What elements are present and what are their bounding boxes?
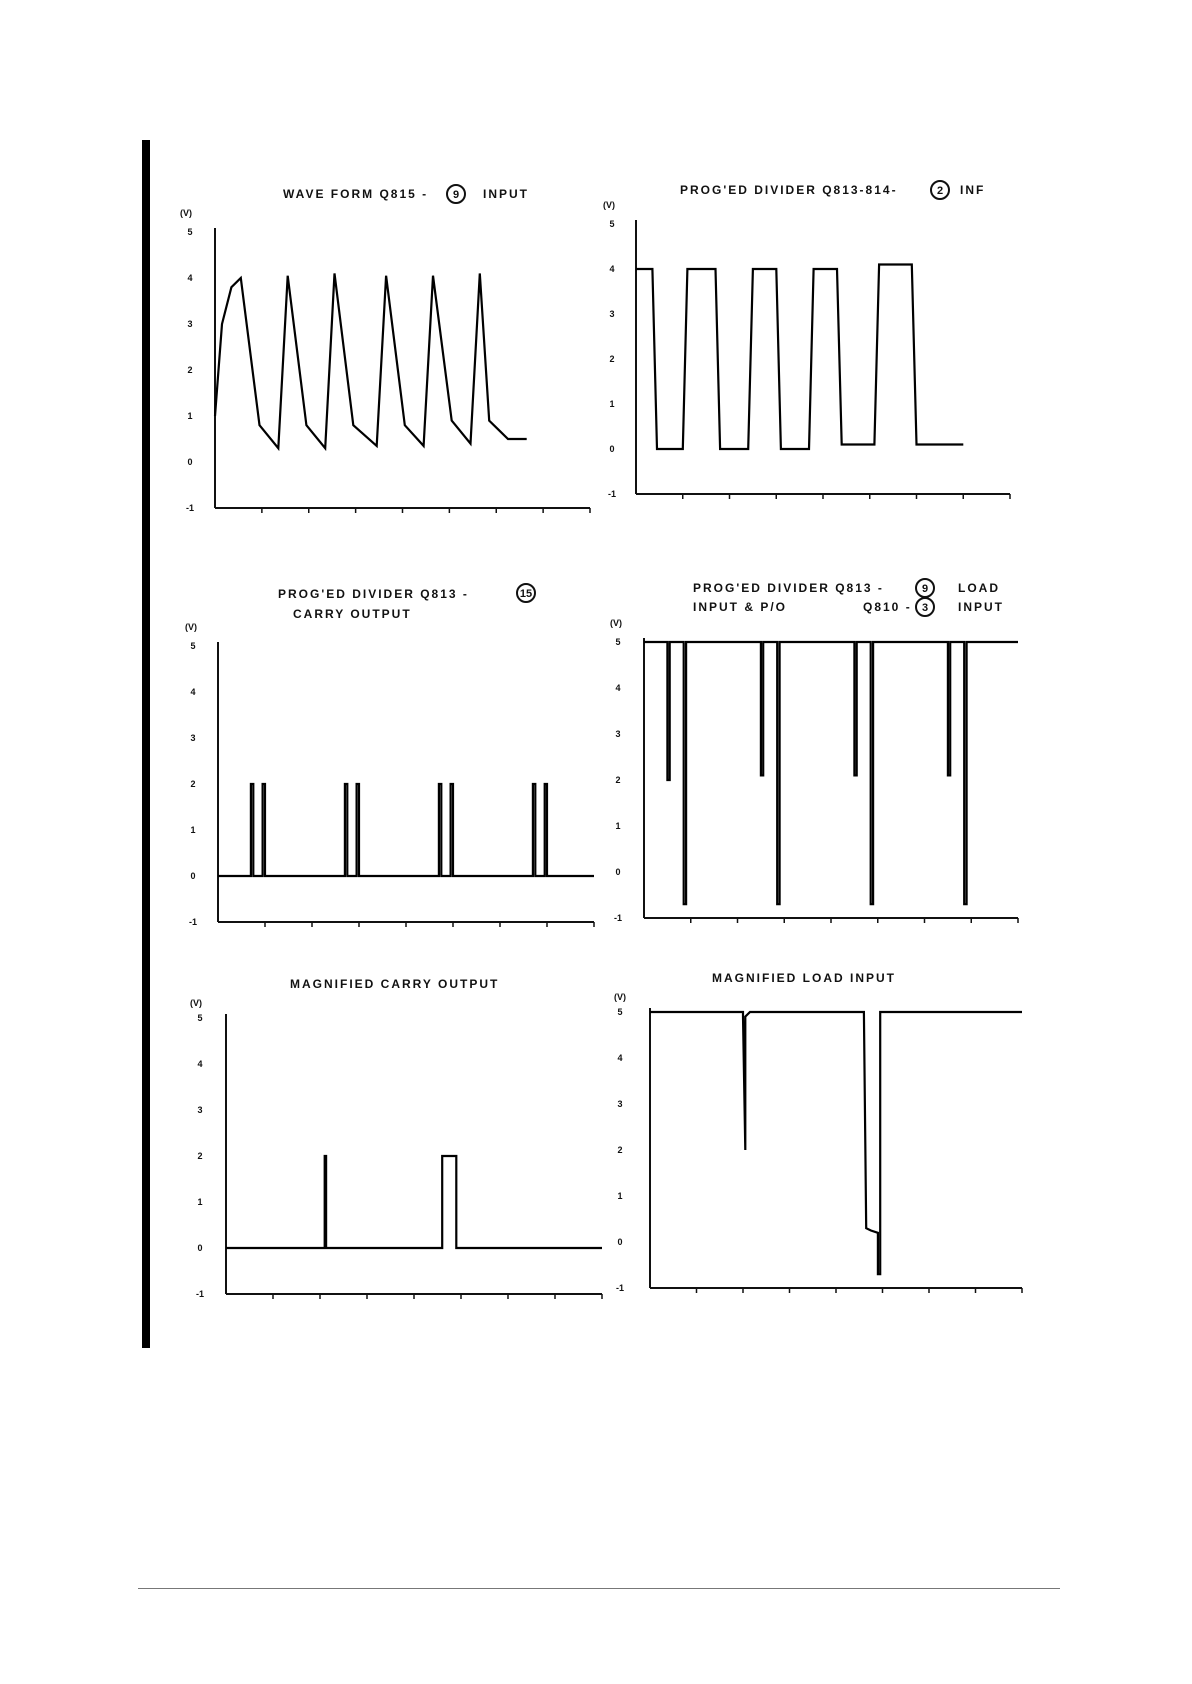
y-tick-label: 2 bbox=[617, 1145, 623, 1155]
chart-title: INPUT bbox=[958, 600, 1004, 614]
chart-title: PROG'ED DIVIDER Q813-814- bbox=[680, 183, 898, 197]
y-tick-label: 4 bbox=[190, 687, 196, 697]
y-tick-label: 1 bbox=[617, 1191, 623, 1201]
y-tick-label: 1 bbox=[187, 411, 193, 421]
chart-title: INF bbox=[960, 183, 986, 197]
y-tick-label: -1 bbox=[185, 503, 195, 513]
y-tick-label: 3 bbox=[197, 1105, 203, 1115]
pin-label: 9 bbox=[921, 583, 929, 595]
y-tick-label: 0 bbox=[615, 867, 621, 877]
y-unit-label: (V) bbox=[190, 998, 202, 1008]
chart-title: INPUT & P/O bbox=[693, 600, 788, 614]
chart-title: Q810 - bbox=[863, 600, 912, 614]
y-tick-label: 4 bbox=[187, 273, 193, 283]
y-tick-label: 5 bbox=[609, 219, 615, 229]
pin-label: 2 bbox=[936, 185, 944, 197]
chart-title: LOAD bbox=[958, 581, 1000, 595]
y-tick-label: 2 bbox=[197, 1151, 203, 1161]
y-tick-label: 0 bbox=[197, 1243, 203, 1253]
waveform-series bbox=[226, 1156, 602, 1248]
y-unit-label: (V) bbox=[180, 208, 192, 218]
y-tick-label: 5 bbox=[615, 637, 621, 647]
chart-title: MAGNIFIED LOAD INPUT bbox=[712, 971, 896, 985]
waveform-series bbox=[636, 265, 963, 450]
y-tick-label: 4 bbox=[617, 1053, 623, 1063]
y-tick-label: 3 bbox=[617, 1099, 623, 1109]
y-unit-label: (V) bbox=[614, 992, 626, 1002]
y-tick-label: 4 bbox=[615, 683, 621, 693]
y-tick-label: 2 bbox=[609, 354, 615, 364]
y-tick-label: -1 bbox=[195, 1289, 205, 1299]
waveform-series bbox=[650, 1012, 1022, 1274]
footer-rule bbox=[138, 1588, 1060, 1589]
chart-title: WAVE FORM Q815 - bbox=[283, 187, 429, 201]
y-tick-label: -1 bbox=[615, 1283, 625, 1293]
chart-title: CARRY OUTPUT bbox=[293, 607, 412, 621]
y-tick-label: 5 bbox=[617, 1007, 623, 1017]
y-unit-label: (V) bbox=[185, 622, 197, 632]
y-tick-label: 5 bbox=[187, 227, 193, 237]
y-tick-label: 1 bbox=[190, 825, 196, 835]
chart-title: INPUT bbox=[483, 187, 529, 201]
pin-label: 15 bbox=[519, 588, 533, 600]
waveform-series bbox=[215, 273, 527, 448]
chart-2 bbox=[603, 181, 1010, 499]
y-tick-label: 0 bbox=[190, 871, 196, 881]
y-tick-label: 2 bbox=[615, 775, 621, 785]
y-tick-label: 0 bbox=[609, 444, 615, 454]
pin-label: 3 bbox=[921, 602, 929, 614]
chart-title: MAGNIFIED CARRY OUTPUT bbox=[290, 977, 500, 991]
pin-label: 9 bbox=[452, 189, 460, 201]
y-tick-label: 5 bbox=[190, 641, 196, 651]
chart-4 bbox=[610, 579, 1018, 923]
y-tick-label: 1 bbox=[615, 821, 621, 831]
y-tick-label: 3 bbox=[615, 729, 621, 739]
chart-5 bbox=[190, 977, 602, 1299]
y-unit-label: (V) bbox=[610, 618, 622, 628]
y-tick-label: 3 bbox=[609, 309, 615, 319]
y-tick-label: 0 bbox=[187, 457, 193, 467]
y-tick-label: 4 bbox=[609, 264, 615, 274]
y-tick-label: 4 bbox=[197, 1059, 203, 1069]
y-tick-label: 1 bbox=[609, 399, 615, 409]
y-tick-label: 3 bbox=[190, 733, 196, 743]
chart-1 bbox=[180, 185, 590, 513]
chart-3 bbox=[185, 584, 594, 927]
chart-title: PROG'ED DIVIDER Q813 - bbox=[693, 581, 884, 595]
y-tick-label: 3 bbox=[187, 319, 193, 329]
y-tick-label: 2 bbox=[190, 779, 196, 789]
waveform-series bbox=[218, 784, 594, 876]
chart-title: PROG'ED DIVIDER Q813 - bbox=[278, 587, 469, 601]
y-tick-label: -1 bbox=[188, 917, 198, 927]
y-tick-label: 2 bbox=[187, 365, 193, 375]
y-tick-label: -1 bbox=[607, 489, 617, 499]
waveform-series bbox=[644, 642, 1018, 904]
y-tick-label: 0 bbox=[617, 1237, 623, 1247]
y-tick-label: 1 bbox=[197, 1197, 203, 1207]
y-tick-label: 5 bbox=[197, 1013, 203, 1023]
chart-6 bbox=[614, 971, 1022, 1293]
y-unit-label: (V) bbox=[603, 200, 615, 210]
y-tick-label: -1 bbox=[613, 913, 623, 923]
